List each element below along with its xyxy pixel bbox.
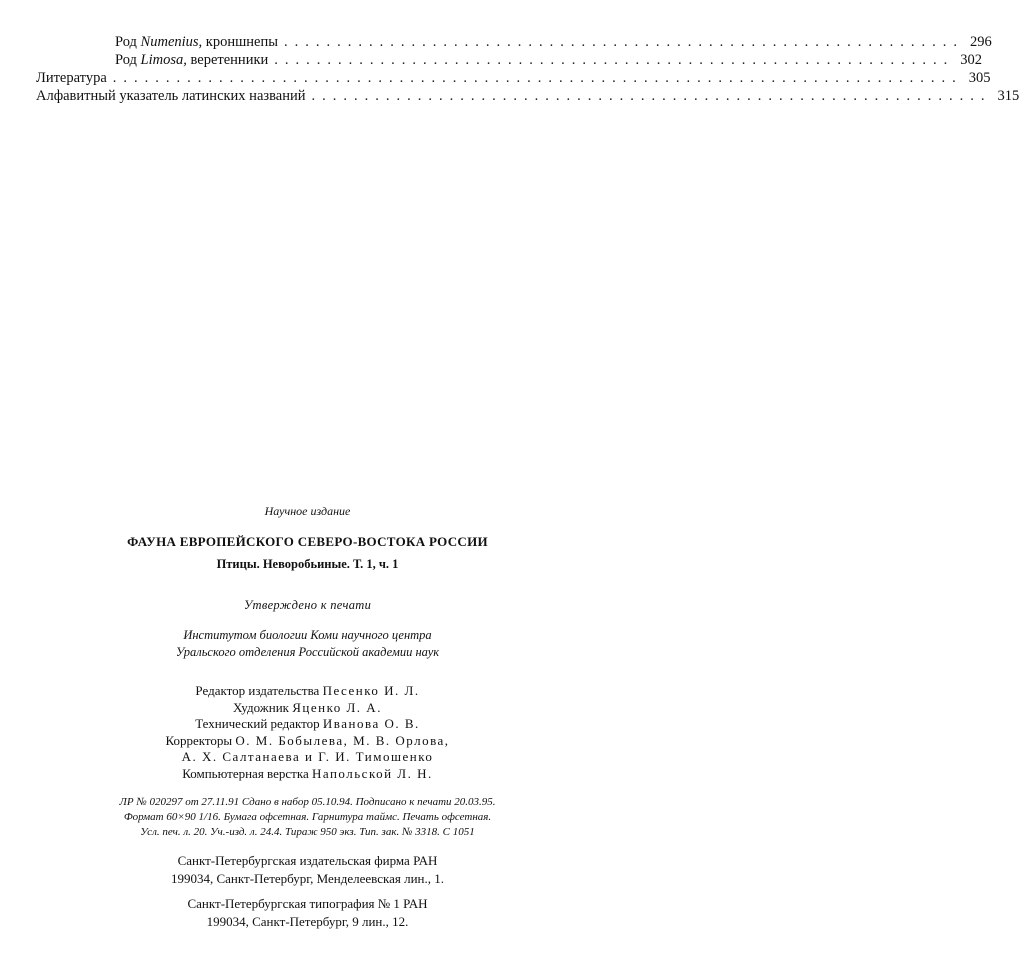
- toc-page-number: 302: [960, 52, 983, 68]
- staff-line: А. Х. Салтанаева и Г. И. Тимошенко: [181, 749, 434, 764]
- toc-leader-dots: ................................................................: [311, 88, 992, 104]
- staff-line: Корректоры О. М. Бобылева, М. В. Орлова,: [165, 732, 450, 748]
- book-title: ФАУНА ЕВРОПЕЙСКОГО СЕВЕРО-ВОСТОКА РОССИИ: [127, 534, 488, 549]
- toc-leader-dots: ................................................................: [274, 52, 955, 68]
- publisher-address: 199034, Санкт-Петербург, Менделеевская лин., 1.: [170, 871, 445, 886]
- publication-type: Научное издание: [264, 504, 351, 518]
- toc-entry-label: Род Limosa, веретенники: [115, 52, 269, 68]
- toc-entry-label: Алфавитный указатель латинских названий: [36, 88, 306, 104]
- book-subtitle: Птицы. Неворобьиные. Т. 1, ч. 1: [216, 557, 399, 571]
- staff-line: Художник Яценко Л. А.: [233, 699, 382, 715]
- publisher-block: [0, 852, 615, 888]
- toc-leader-dots: ................................................................: [283, 34, 964, 50]
- toc-entry-limosa: [115, 51, 983, 69]
- staff-line: Редактор издательства Песенко И. Л.: [195, 683, 420, 698]
- toc-entry-label: Литература: [36, 70, 107, 86]
- staff-line: Компьютерная верстка Напольской Л. Н.: [182, 765, 433, 781]
- toc-entry-index: [36, 87, 1019, 105]
- publisher-name: Санкт-Петербургская издательская фирма РАН: [177, 853, 438, 868]
- printer-block: [0, 895, 615, 931]
- printing-details: [0, 795, 615, 840]
- printer-address: 199034, Санкт-Петербург, 9 лин., 12.: [206, 914, 409, 929]
- toc-entry-literature: [36, 69, 991, 87]
- staff-credits: [0, 683, 615, 782]
- toc-page-number: 296: [969, 34, 992, 50]
- institute-line: Институтом биологии Коми научного центра: [183, 628, 432, 642]
- legal-line: Усл. печ. л. 20. Уч.-изд. л. 24.4. Тираж 950 экз. Тип. зак. № 3318. С 1051: [140, 826, 475, 838]
- printer-name: Санкт-Петербургская типография № 1 РАН: [187, 896, 428, 911]
- approving-institute: [0, 627, 615, 661]
- toc-page-number: 315: [997, 88, 1019, 104]
- institute-line: Уральского отделения Российской академии наук: [175, 645, 440, 659]
- toc-entry-label: Род Numenius, кроншнепы: [115, 34, 278, 50]
- staff-line: Технический редактор Иванова О. В.: [195, 716, 420, 731]
- legal-line: ЛР № 020297 от 27.11.91 Сдано в набор 05.10.94. Подписано к печати 20.03.95.: [119, 796, 496, 808]
- toc-page-number: 305: [968, 70, 991, 86]
- toc-entry-numenius: [115, 33, 992, 51]
- legal-line: Формат 60×90 1/16. Бумага офсетная. Гарнитура таймс. Печать офсетная.: [123, 811, 492, 823]
- approval-note: Утверждено к печати: [243, 598, 372, 612]
- toc-leader-dots: ................................................................................: [112, 70, 963, 86]
